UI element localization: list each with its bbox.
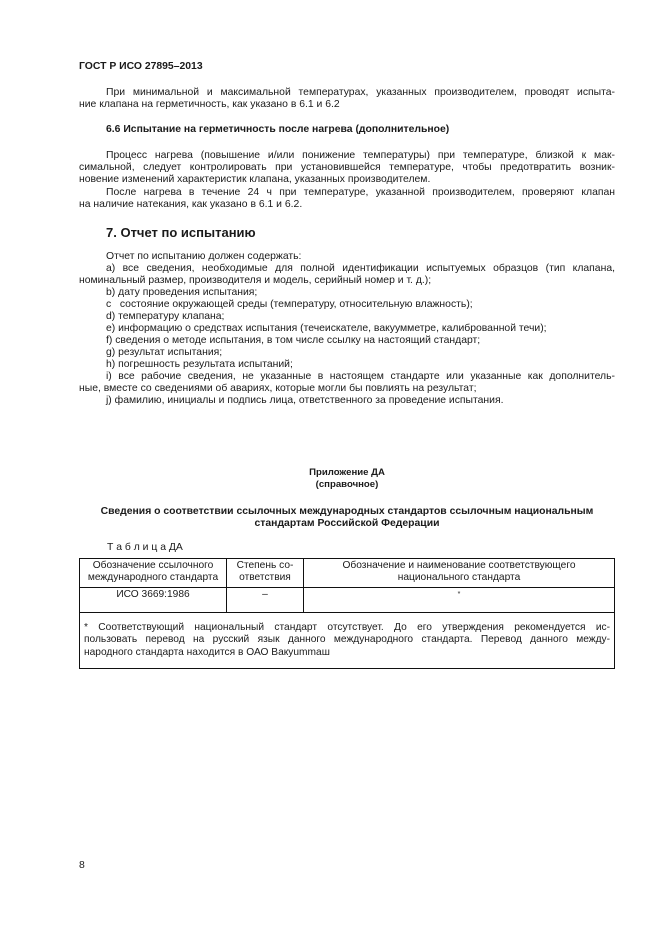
table-note-row — [80, 613, 615, 669]
list-item: b) дату проведения испытания; — [106, 287, 258, 298]
header-line: Степень со- — [236, 560, 294, 571]
header-line: Обозначение ссылочного — [92, 560, 214, 571]
note-line: пользовать перевод на русский язык данного международного стандарта. Перевод данного между- — [84, 634, 610, 646]
list-item: i) все рабочие сведения, не указанные в настоящем стандарте или указанные как дополнитель- — [106, 371, 615, 382]
list-item: номинальный размер, производителя и модель, серийный номер и т. д.); — [79, 275, 432, 286]
cell-national-standard: * — [304, 588, 615, 613]
appendix-heading — [79, 467, 615, 491]
title-line: Сведения о соответствии ссылочных международных стандартов ссылочным национальным — [100, 506, 594, 517]
header-line: национального стандарта — [397, 572, 521, 583]
cell-degree: – — [227, 588, 304, 613]
header-line: Обозначение и наименование соответствующего — [342, 560, 576, 571]
document-header: ГОСТ Р ИСО 27895–2013 — [79, 61, 203, 72]
list-item: h) погрешность результата испытаний; — [106, 359, 293, 370]
table-row — [80, 588, 615, 613]
header-cell — [304, 559, 615, 588]
text-line: Процесс нагрева (повышение и/или понижение температуры) при температуре, близкой к мак- — [106, 150, 615, 161]
paragraph-1 — [79, 87, 615, 111]
list-item: j) фамилию, инициалы и подпись лица, ответственного за проведение испытания. — [106, 395, 504, 406]
list-item: ные, вместе со сведениями об авариях, которые могли бы повлиять на результат; — [79, 383, 477, 394]
list-item: d) температуру клапана; — [106, 311, 225, 322]
correspondence-table — [79, 558, 615, 669]
section-6-6-heading: 6.6 Испытание на герметичность после нагрева (дополнительное) — [106, 124, 450, 135]
note-line: * Соответствующий национальный стандарт отсутствует. До его утверждения рекомендуется ис- — [84, 622, 610, 634]
appendix-title — [79, 506, 615, 530]
section-7-heading: 7. Отчет по испытанию — [106, 225, 256, 240]
list-item: g) результат испытания; — [106, 347, 223, 358]
list-item: a) все сведения, необходимые для полной идентификации испытуемых образцов (тип клапана, — [106, 263, 615, 274]
title-line: стандартам Российской Федерации — [254, 518, 440, 530]
header-line: ответствия — [239, 572, 291, 583]
text-line: симальной, следует контролировать при установившейся температуре, чтобы предотвратить возник- — [79, 162, 615, 174]
note-line: народного стандарта находится в ОАО Вакуummaш — [84, 646, 330, 658]
report-requirements-list — [79, 251, 615, 407]
table-note — [80, 613, 615, 669]
list-item: f) сведения о методе испытания, в том числе ссылку на настоящий стандарт; — [106, 335, 481, 346]
text-line: ние клапана на герметичность, как указано в 6.1 и 6.2 — [79, 99, 340, 111]
header-line: международного стандарта — [87, 572, 219, 583]
header-cell — [80, 559, 227, 588]
list-item: c состояние окружающей среды (температуру, относительную влажность); — [106, 299, 473, 310]
appendix-label: Приложение ДА — [309, 467, 385, 478]
table-header-row — [80, 559, 615, 588]
text-line: новение изменений характеристик клапана, указанных производителем. — [79, 174, 431, 186]
paragraph-2 — [79, 150, 615, 211]
text-line: После нагрева в течение 24 ч при температуре, указанной производителем, проверяют клапан — [106, 186, 615, 198]
cell-international-standard: ИСО 3669:1986 — [80, 588, 227, 613]
table-label: Т а б л и ц а ДА — [107, 542, 183, 553]
text-line: При минимальной и максимальной температурах, указанных производителем, проводят испыта- — [106, 87, 615, 98]
appendix-type: (справочное) — [315, 479, 379, 491]
list-item: e) информацию о средствах испытания (течеискателе, вакуумметре, калиброванной течи); — [106, 323, 547, 334]
text-line: на наличие натекания, как указано в 6.1 и 6.2. — [79, 198, 303, 210]
header-cell — [227, 559, 304, 588]
list-intro: Отчет по испытанию должен содержать: — [106, 251, 302, 262]
page-number: 8 — [79, 860, 85, 871]
